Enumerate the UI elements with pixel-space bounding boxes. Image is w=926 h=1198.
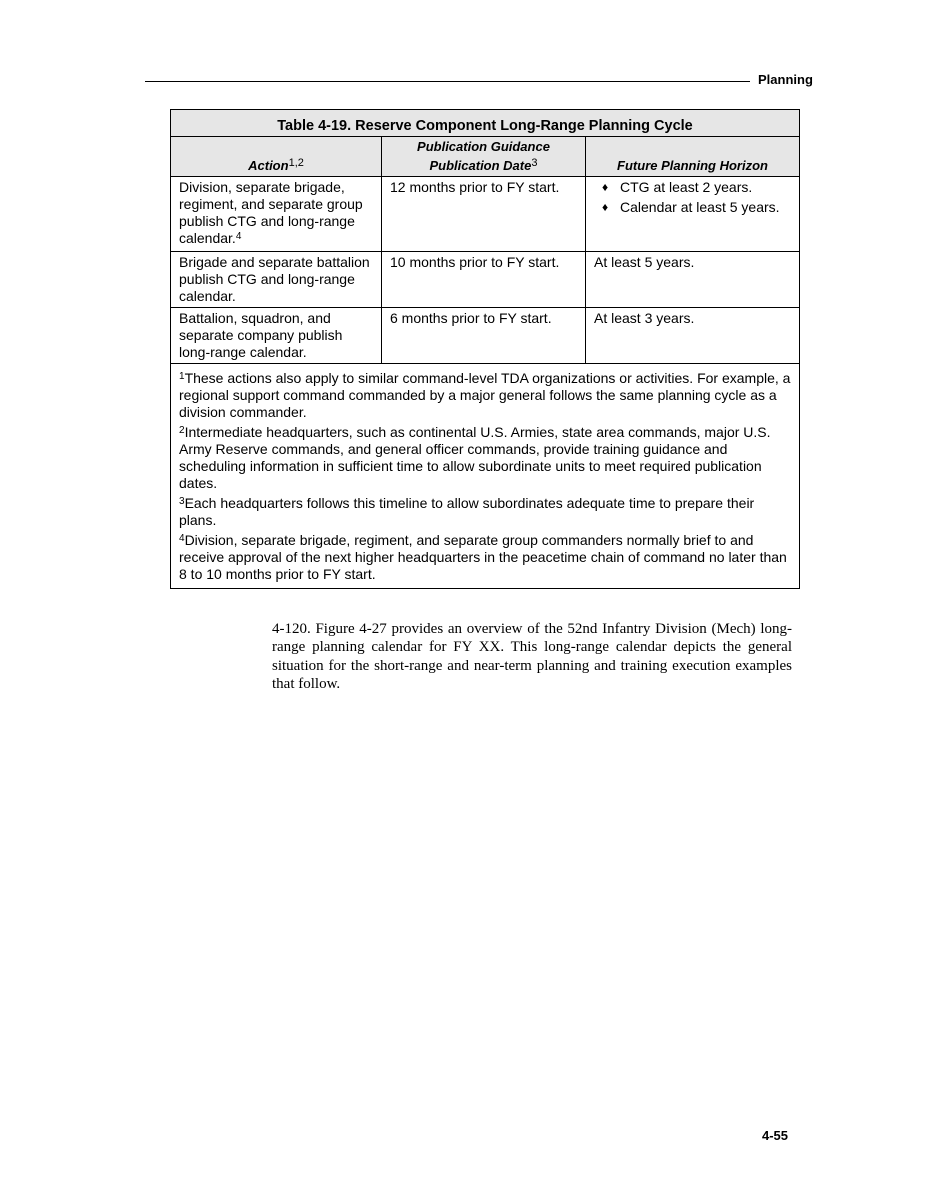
footnote: $^4$Division, separate brigade, regiment, and separate group commanders normally brief to and receive approval of the next higher headquarters in the peacetime chain of command no later than 8 to 10 months prior to FY start. — [179, 532, 787, 582]
table-row — [171, 177, 800, 252]
notes-row — [171, 364, 800, 589]
page-number: 4-55 — [762, 1128, 789, 1143]
list-item: ♦ Calendar at least 5 years. — [602, 199, 780, 215]
footnote: $^3$Each headquarters follows this timeline to allow subordinates adequate time to prepare their plans. — [179, 495, 755, 528]
table-title: Table 4-19. Reserve Component Long-Range Planning Cycle — [171, 110, 800, 137]
column-header-horizon: Future Planning Horizon — [586, 137, 800, 177]
publication-cell: 6 months prior to FY start. — [382, 308, 586, 364]
table-row — [171, 252, 800, 308]
horizon-bullet-list — [594, 179, 791, 216]
body-paragraph: 4-120. Figure 4-27 provides an overview of the 52nd Infantry Division (Mech) long-range planning calendar for FY XX. This long-range calendar depicts the general situation for the short-range and near-term planning and training execution examples that follow. — [272, 621, 792, 692]
action-cell: Division, separate brigade, regiment, and separate group publish CTG and long-range calendar.$^4$ — [171, 177, 382, 252]
publication-cell: 12 months prior to FY start. — [382, 177, 586, 252]
table-row — [171, 308, 800, 364]
diamond-bullet-icon: ♦ — [602, 200, 609, 214]
list-item: ♦ CTG at least 2 years. — [602, 179, 753, 195]
action-cell: Battalion, squadron, and separate company publish long-range calendar. — [171, 308, 382, 364]
publication-cell: 10 months prior to FY start. — [382, 252, 586, 308]
action-cell: Brigade and separate battalion publish CTG and long-range calendar. — [171, 252, 382, 308]
horizon-cell: At least 5 years. — [586, 252, 800, 308]
column-header-action: Action$^{1,2}$ — [171, 137, 382, 177]
horizon-cell: At least 3 years. — [586, 308, 800, 364]
column-header-publication: Publication Guidance Publication Date$^3$ — [382, 137, 586, 177]
footnote: $^2$Intermediate headquarters, such as continental U.S. Armies, state area commands, major U.S. Army Reserve commands, and general officer commands, provide training guidance and scheduling information in sufficient time to allow subordinate units to meet required publication dates. — [179, 424, 771, 491]
table-notes — [171, 364, 800, 589]
horizon-cell — [586, 177, 800, 252]
planning-cycle-table — [170, 109, 800, 589]
header-rule — [145, 81, 750, 82]
running-header-title: Planning — [758, 72, 813, 87]
footnote: $^1$These actions also apply to similar command-level TDA organizations or activities. For example, a regional support command commanded by a major general follows the same planning cycle as a division commander. — [179, 370, 791, 420]
diamond-bullet-icon: ♦ — [602, 180, 609, 194]
